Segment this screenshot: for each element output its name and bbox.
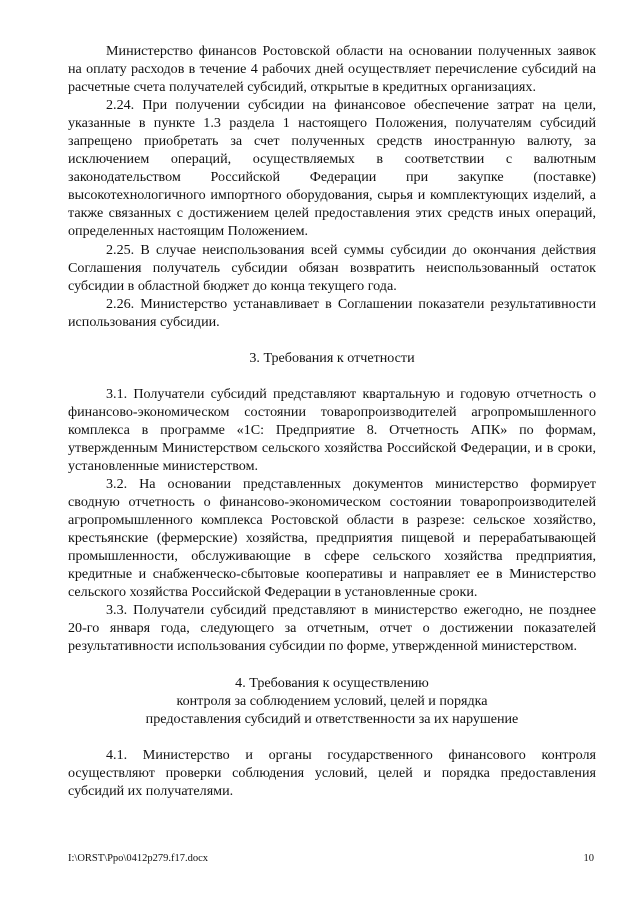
section-4-heading bbox=[68, 674, 596, 728]
section-4-heading-line-1: 4. Требования к осуществлению bbox=[235, 674, 429, 691]
footer-file-path: I:\ORST\Ppo\0412p279.f17.docx bbox=[68, 853, 209, 864]
page-number: 10 bbox=[583, 853, 594, 864]
section-4-heading-line-3: предоставления субсидий и ответственности за их нарушение bbox=[145, 710, 519, 727]
paragraph-2-24: 2.24. При получении субсидии на финансовое обеспечение затрат на цели, указанные в пункте 1.3 раздела 1 настоящего Положения, получателям субсидий запрещено приобретать за счет полученных средств иностранную валюту, за исключением операций, осуществляемых в соответствии с валютным законодательством Российской Федерации при закупке (поставке) высокотехнологичного импортного оборудования, сырья и комплектующих изделий, а также связанных с достижением целей предоставления этих средств иных операций, определенных настоящим Положением. bbox=[68, 97, 596, 240]
paragraph-2-26: 2.26. Министерство устанавливает в Соглашении показатели результативности использования субсидии. bbox=[68, 295, 596, 330]
paragraph-3-1: 3.1. Получатели субсидий представляют квартальную и годовую отчетность о финансово-экономическом состоянии товаропроизводителей агропромышленного комплекса в программе «1С: Предприятие 8. Отчетность АПК» по формам, утвержденным Министерством сельского хозяйства Российской Федерации, и в сроки, установленные министерством. bbox=[68, 385, 596, 474]
section-4-heading-line-2: контроля за соблюдением условий, целей и порядка bbox=[176, 692, 488, 709]
paragraph-3-3: 3.3. Получатели субсидий представляют в министерство ежегодно, не позднее 20-го января года, следующего за отчетным, отчет о достижении показателей результативности использования субсидии по форме, утвержденной министерством. bbox=[68, 602, 596, 655]
document-page bbox=[68, 42, 596, 800]
paragraph-perechislenie: Министерство финансов Ростовской области на основании полученных заявок на оплату расходов в течение 4 рабочих дней осуществляет перечисление субсидий на расчетные счета получателей субсидий, открытые в кредитных организациях. bbox=[68, 43, 596, 96]
section-3-heading-text: 3. Требования к отчетности bbox=[249, 349, 415, 366]
paragraph-4-1: 4.1. Министерство и органы государственного финансового контроля осуществляют проверки соблюдения условий, целей и порядка предоставления субсидий их получателями. bbox=[68, 746, 596, 799]
paragraph-2-25: 2.25. В случае неиспользования всей суммы субсидии до окончания действия Соглашения получатель субсидии обязан возвратить неиспользованный остаток субсидии в областной бюджет до конца текущего года. bbox=[68, 241, 596, 294]
section-3-heading bbox=[68, 349, 596, 367]
paragraph-3-2: 3.2. На основании представленных документов министерство формирует сводную отчетность о финансово-экономическом состоянии товаропроизводителей агропромышленного комплекса Ростовской области в разрезе: сельское хозяйство, крестьянские (фермерские) хозяйства, предприятия пищевой и перерабатывающей промышленности, обслуживающие в сфере сельского хозяйства предприятия, кредитные и снабженческо-сбытовые кооперативы и направляет ее в Министерство сельского хозяйства Российской Федерации в установленные сроки. bbox=[68, 476, 596, 601]
